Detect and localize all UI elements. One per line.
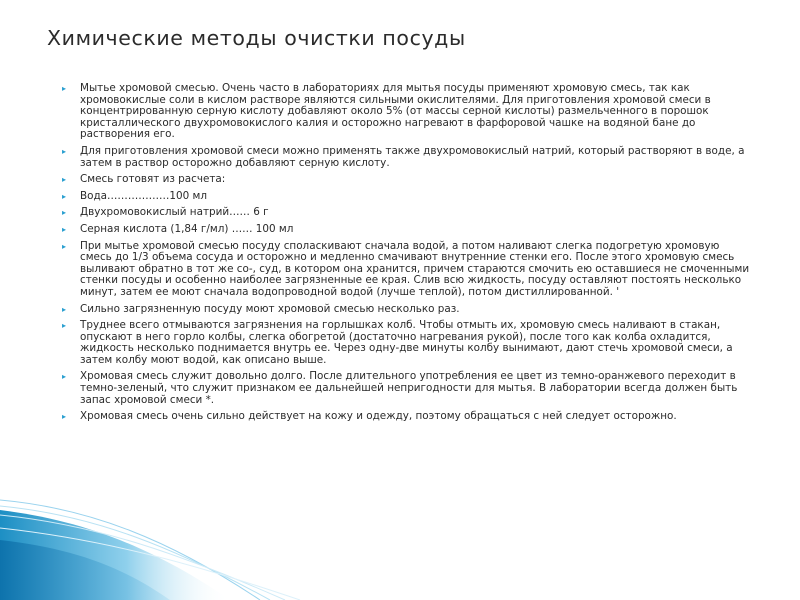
bullet-text: Сильно загрязненную посуду моют хромовой смесью несколько раз. xyxy=(80,302,460,315)
bullet-item xyxy=(62,320,752,366)
wave-shape-main xyxy=(0,510,230,600)
slide-title: Химические методы очистки посуды xyxy=(47,26,466,50)
bullet-item xyxy=(62,224,752,236)
bullet-item xyxy=(62,371,752,406)
bullet-text: Двухромовокислый натрий…… 6 г xyxy=(80,206,269,219)
bullet-item xyxy=(62,83,752,141)
bullet-text: Смесь готовят из расчета: xyxy=(80,173,226,186)
triangle-bullet-icon: ▸ xyxy=(62,175,67,185)
bullet-item xyxy=(62,146,752,169)
bullet-text: Мытье хромовой смесью. Очень часто в лабораториях для мытья посуды применяют хромовую смесь, так как хромовокислые соли в кислом растворе являются сильными окислителями. Для приготовления хромовой смеси в концентрированную серную кислоту добавляют около 5% (от массы серной кислоты) размельченного в порошок кристаллического двухромовокислого калия и осторожно нагревают в фарфоровой чашке на водяной бане до растворения его. xyxy=(80,82,711,141)
bullet-text: Вода………………100 мл xyxy=(80,189,207,202)
wave-line-4 xyxy=(0,528,300,600)
bullet-text: Хромовая смесь очень сильно действует на кожу и одежду, поэтому обращаться с ней следует осторожно. xyxy=(80,410,677,423)
bullet-text: Серная кислота (1,84 г/мл) …… 100 мл xyxy=(80,222,294,235)
triangle-bullet-icon: ▸ xyxy=(62,241,67,251)
triangle-bullet-icon: ▸ xyxy=(62,224,67,234)
bullet-item xyxy=(62,207,752,219)
triangle-bullet-icon: ▸ xyxy=(62,208,67,218)
triangle-bullet-icon: ▸ xyxy=(62,372,67,382)
triangle-bullet-icon: ▸ xyxy=(62,321,67,331)
bullet-item xyxy=(62,174,752,186)
bullet-item xyxy=(62,304,752,316)
wave-line-3 xyxy=(0,515,285,600)
bullet-text: Труднее всего отмываются загрязнения на горлышках колб. Чтобы отмыть их, хромовую смесь наливают в стакан, опускают в него горло колбы, слегка обогретой (достаточно нагревания рукой), после того как колба охладится, жидкость несколько поднимается внутрь ее. Через одну-две минуты колбу вынимают, дают стечь хромовой смеси, а затем колбу моют водой, как описано выше. xyxy=(80,319,733,366)
bullet-text: При мытье хромовой смесью посуду споласкивают сначала водой, а потом наливают слегка подогретую хромовую смесь до 1/3 объема сосуда и осторожно и медленно смачивают внутренние стенки его. После этого хромовую смесь выливают обратно в тот же со-, суд, в котором она хранится, причем стараются смочить ею оставшиеся не смоченными стенки посуды и особенно наиболее загрязненные ее края. Слив всю жидкость, посуду оставляют постоять несколько минут, затем ее моют сначала водопроводной водой (лучше теплой), потом дистиллированной. ' xyxy=(80,239,750,298)
wave-line-1 xyxy=(0,500,260,600)
bullet-list xyxy=(62,83,752,428)
triangle-bullet-icon: ▸ xyxy=(62,304,67,314)
triangle-bullet-icon: ▸ xyxy=(62,84,67,93)
bullet-item xyxy=(62,241,752,299)
wave-line-2 xyxy=(0,506,270,600)
triangle-bullet-icon: ▸ xyxy=(62,146,67,156)
bullet-item xyxy=(62,191,752,203)
bullet-text: Хромовая смесь служит довольно долго. После длительного употребления ее цвет из темно-оранжевого переходит в темно-зеленый, что служит признаком ее дальнейшей непригодности для мытья. В лаборатории всегда должен быть запас хромовой смеси *. xyxy=(80,370,738,406)
wave-shape-band xyxy=(0,540,170,600)
bullet-text: Для приготовления хромовой смеси можно применять также двухромовокислый натрий, который растворяют в воде, а затем в раствор осторожно добавляют серную кислоту. xyxy=(80,144,745,169)
triangle-bullet-icon: ▸ xyxy=(62,191,67,201)
bullet-item xyxy=(62,411,752,423)
triangle-bullet-icon: ▸ xyxy=(62,412,67,422)
